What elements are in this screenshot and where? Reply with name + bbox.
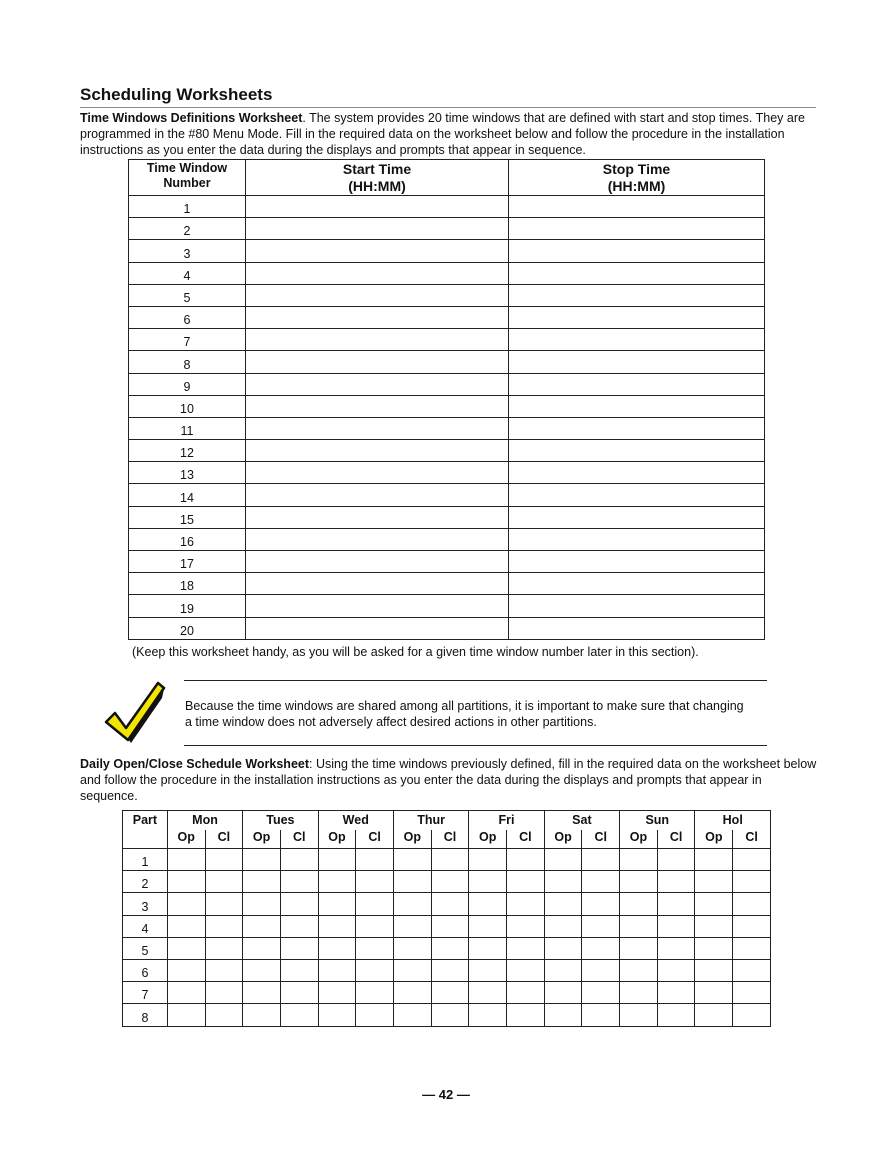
close-cell[interactable] [657, 959, 695, 981]
close-cell[interactable] [431, 937, 469, 959]
time-window-number: 2 [129, 218, 246, 240]
close-cell[interactable] [507, 1004, 545, 1026]
start-time-cell[interactable] [246, 528, 509, 550]
open-cell[interactable] [393, 1004, 431, 1026]
table-row [129, 551, 765, 573]
start-time-header-line2: (HH:MM) [348, 178, 406, 194]
time-window-number: 6 [129, 306, 246, 328]
start-time-cell[interactable] [246, 551, 509, 573]
part-number: 5 [123, 937, 168, 959]
stop-time-cell[interactable] [509, 462, 765, 484]
close-cell[interactable] [205, 915, 243, 937]
open-cell[interactable] [318, 937, 356, 959]
open-cell[interactable] [544, 982, 582, 1004]
start-time-cell[interactable] [246, 262, 509, 284]
close-cell[interactable] [280, 982, 318, 1004]
part-number: 8 [123, 1004, 168, 1026]
close-cell[interactable] [657, 893, 695, 915]
time-windows-intro-lead: Time Windows Definitions Worksheet [80, 111, 303, 125]
time-window-number-header [129, 160, 246, 196]
close-cell[interactable] [431, 915, 469, 937]
close-cell[interactable] [205, 1004, 243, 1026]
close-cell[interactable] [280, 959, 318, 981]
close-cell[interactable] [657, 871, 695, 893]
open-cell[interactable] [695, 915, 733, 937]
open-cell[interactable] [318, 982, 356, 1004]
time-window-number: 9 [129, 373, 246, 395]
open-cell[interactable] [318, 1004, 356, 1026]
close-cell[interactable] [582, 982, 620, 1004]
time-window-number: 18 [129, 573, 246, 595]
schedule-body [123, 849, 771, 1027]
part-number: 1 [123, 849, 168, 871]
checkmark-icon [102, 680, 168, 746]
table-row [129, 573, 765, 595]
open-cell[interactable] [469, 937, 507, 959]
close-cell[interactable] [733, 915, 771, 937]
open-cell[interactable] [469, 893, 507, 915]
stop-time-cell[interactable] [509, 484, 765, 506]
close-cell[interactable] [582, 849, 620, 871]
open-cell[interactable] [243, 959, 281, 981]
part-number: 2 [123, 871, 168, 893]
open-cell[interactable] [544, 915, 582, 937]
open-header: Op [243, 830, 281, 849]
open-cell[interactable] [393, 871, 431, 893]
stop-time-cell[interactable] [509, 373, 765, 395]
open-cell[interactable] [318, 871, 356, 893]
callout-text: Because the time windows are shared among all partitions, it is important to make sure that changing a time window does not adversely affect desired actions in other partitions. [185, 699, 744, 729]
open-cell[interactable] [544, 871, 582, 893]
time-window-number: 15 [129, 506, 246, 528]
start-time-cell[interactable] [246, 284, 509, 306]
part-number: 6 [123, 959, 168, 981]
open-cell[interactable] [695, 1004, 733, 1026]
stop-time-cell[interactable] [509, 595, 765, 617]
time-windows-body [129, 196, 765, 640]
open-cell[interactable] [167, 871, 205, 893]
stop-time-cell[interactable] [509, 218, 765, 240]
close-cell[interactable] [582, 893, 620, 915]
part-number: 3 [123, 893, 168, 915]
open-cell[interactable] [243, 893, 281, 915]
open-cell[interactable] [469, 871, 507, 893]
time-window-number: 13 [129, 462, 246, 484]
table-row [123, 849, 771, 871]
stop-time-header-line1: Stop Time [602, 161, 671, 177]
close-cell[interactable] [431, 1004, 469, 1026]
table-row [129, 595, 765, 617]
time-window-number: 17 [129, 551, 246, 573]
day-header: Thur [393, 811, 468, 830]
start-time-cell[interactable] [246, 484, 509, 506]
open-cell[interactable] [544, 1004, 582, 1026]
open-cell[interactable] [620, 982, 658, 1004]
day-header: Sun [620, 811, 695, 830]
day-header: Wed [318, 811, 393, 830]
open-cell[interactable] [243, 871, 281, 893]
schedule-intro-lead: Daily Open/Close Schedule Worksheet [80, 757, 310, 771]
open-cell[interactable] [695, 982, 733, 1004]
table-row [123, 1004, 771, 1026]
stop-time-cell[interactable] [509, 417, 765, 439]
stop-time-cell[interactable] [509, 351, 765, 373]
schedule-intro [80, 756, 820, 804]
part-header: Part [123, 811, 168, 849]
time-window-number: 20 [129, 617, 246, 639]
open-header: Op [318, 830, 356, 849]
open-header: Op [469, 830, 507, 849]
stop-time-cell[interactable] [509, 440, 765, 462]
table-row [123, 959, 771, 981]
close-cell[interactable] [733, 982, 771, 1004]
open-cell[interactable] [318, 849, 356, 871]
open-cell[interactable] [469, 849, 507, 871]
open-cell[interactable] [393, 893, 431, 915]
table-row [129, 351, 765, 373]
open-cell[interactable] [620, 849, 658, 871]
day-header: Fri [469, 811, 544, 830]
close-cell[interactable] [280, 893, 318, 915]
close-cell[interactable] [507, 893, 545, 915]
open-cell[interactable] [393, 915, 431, 937]
open-close-schedule-table [122, 810, 771, 1027]
stop-time-header-line2: (HH:MM) [607, 178, 666, 194]
close-cell[interactable] [280, 937, 318, 959]
close-cell[interactable] [431, 982, 469, 1004]
close-header: Cl [431, 830, 469, 849]
open-cell[interactable] [318, 959, 356, 981]
close-cell[interactable] [507, 849, 545, 871]
close-cell[interactable] [431, 871, 469, 893]
start-time-cell[interactable] [246, 306, 509, 328]
close-cell[interactable] [733, 959, 771, 981]
time-window-number: 10 [129, 395, 246, 417]
start-time-cell[interactable] [246, 329, 509, 351]
time-window-number-header-line2: Number [163, 176, 211, 190]
time-window-number: 11 [129, 417, 246, 439]
time-window-number: 19 [129, 595, 246, 617]
close-cell[interactable] [356, 982, 394, 1004]
table-row [123, 871, 771, 893]
day-header: Tues [243, 811, 318, 830]
open-cell[interactable] [695, 959, 733, 981]
close-cell[interactable] [657, 1004, 695, 1026]
close-cell[interactable] [431, 849, 469, 871]
close-cell[interactable] [356, 849, 394, 871]
start-time-cell[interactable] [246, 462, 509, 484]
open-cell[interactable] [243, 937, 281, 959]
close-cell[interactable] [356, 915, 394, 937]
table-row [129, 617, 765, 639]
open-cell[interactable] [469, 959, 507, 981]
close-cell[interactable] [507, 871, 545, 893]
open-cell[interactable] [620, 893, 658, 915]
time-windows-intro [80, 110, 820, 158]
close-cell[interactable] [507, 915, 545, 937]
stop-time-cell[interactable] [509, 196, 765, 218]
page-heading: Scheduling Worksheets [80, 85, 816, 108]
stop-time-cell[interactable] [509, 395, 765, 417]
open-header: Op [695, 830, 733, 849]
close-cell[interactable] [431, 893, 469, 915]
close-cell[interactable] [507, 937, 545, 959]
stop-time-cell[interactable] [509, 573, 765, 595]
stop-time-cell[interactable] [509, 262, 765, 284]
close-cell[interactable] [582, 915, 620, 937]
close-cell[interactable] [205, 893, 243, 915]
open-cell[interactable] [243, 915, 281, 937]
close-cell[interactable] [733, 1004, 771, 1026]
close-cell[interactable] [733, 893, 771, 915]
close-header: Cl [205, 830, 243, 849]
callout-bottom-rule [184, 745, 767, 746]
close-cell[interactable] [356, 1004, 394, 1026]
time-window-number: 14 [129, 484, 246, 506]
table-row [129, 262, 765, 284]
open-cell[interactable] [544, 893, 582, 915]
open-header: Op [544, 830, 582, 849]
open-cell[interactable] [243, 1004, 281, 1026]
open-cell[interactable] [167, 959, 205, 981]
start-time-cell[interactable] [246, 417, 509, 439]
open-cell[interactable] [393, 849, 431, 871]
table-row [129, 506, 765, 528]
open-cell[interactable] [620, 915, 658, 937]
close-cell[interactable] [582, 937, 620, 959]
part-number: 4 [123, 915, 168, 937]
open-cell[interactable] [167, 982, 205, 1004]
open-cell[interactable] [469, 915, 507, 937]
open-cell[interactable] [243, 982, 281, 1004]
open-cell[interactable] [544, 959, 582, 981]
close-cell[interactable] [431, 959, 469, 981]
day-header: Sat [544, 811, 619, 830]
schedule-day-header-row [123, 811, 771, 830]
start-time-cell[interactable] [246, 506, 509, 528]
table-row [123, 893, 771, 915]
time-window-number: 7 [129, 329, 246, 351]
open-cell[interactable] [620, 1004, 658, 1026]
open-cell[interactable] [167, 893, 205, 915]
table-row [129, 395, 765, 417]
table-row [129, 373, 765, 395]
table-row [129, 462, 765, 484]
stop-time-cell[interactable] [509, 329, 765, 351]
open-cell[interactable] [167, 915, 205, 937]
open-header: Op [620, 830, 658, 849]
day-header: Hol [695, 811, 771, 830]
start-time-header-line1: Start Time [342, 161, 412, 177]
close-cell[interactable] [582, 1004, 620, 1026]
open-cell[interactable] [544, 937, 582, 959]
open-cell[interactable] [620, 937, 658, 959]
part-number: 7 [123, 982, 168, 1004]
close-cell[interactable] [280, 1004, 318, 1026]
open-cell[interactable] [243, 849, 281, 871]
close-header: Cl [507, 830, 545, 849]
start-time-cell[interactable] [246, 395, 509, 417]
table-row [123, 937, 771, 959]
start-time-header [246, 160, 509, 196]
stop-time-cell[interactable] [509, 551, 765, 573]
time-window-number: 16 [129, 528, 246, 550]
open-cell[interactable] [318, 893, 356, 915]
close-cell[interactable] [657, 937, 695, 959]
stop-time-cell[interactable] [509, 617, 765, 639]
open-cell[interactable] [695, 893, 733, 915]
time-window-number-header-line1: Time Window [146, 161, 228, 175]
close-cell[interactable] [356, 893, 394, 915]
open-cell[interactable] [620, 959, 658, 981]
close-cell[interactable] [356, 871, 394, 893]
day-header: Mon [167, 811, 242, 830]
table-row [123, 915, 771, 937]
time-window-number: 1 [129, 196, 246, 218]
start-time-cell[interactable] [246, 218, 509, 240]
keep-worksheet-note: (Keep this worksheet handy, as you will be asked for a given time window number later in this section). [132, 645, 699, 659]
page-number: — 42 — [422, 1087, 470, 1102]
open-cell[interactable] [393, 982, 431, 1004]
open-cell[interactable] [695, 871, 733, 893]
start-time-cell[interactable] [246, 573, 509, 595]
start-time-cell[interactable] [246, 373, 509, 395]
table-row [129, 528, 765, 550]
stop-time-header [509, 160, 765, 196]
open-cell[interactable] [318, 915, 356, 937]
close-cell[interactable] [733, 849, 771, 871]
close-cell[interactable] [657, 982, 695, 1004]
open-cell[interactable] [393, 937, 431, 959]
open-cell[interactable] [167, 937, 205, 959]
open-cell[interactable] [167, 1004, 205, 1026]
close-cell[interactable] [356, 959, 394, 981]
time-window-number: 5 [129, 284, 246, 306]
table-row [129, 306, 765, 328]
start-time-cell[interactable] [246, 440, 509, 462]
table-row [129, 484, 765, 506]
close-cell[interactable] [582, 871, 620, 893]
table-row [129, 417, 765, 439]
time-windows-worksheet-table [128, 159, 765, 640]
table-row [129, 329, 765, 351]
start-time-cell[interactable] [246, 351, 509, 373]
close-cell[interactable] [280, 849, 318, 871]
close-cell[interactable] [507, 959, 545, 981]
open-cell[interactable] [544, 849, 582, 871]
close-cell[interactable] [733, 937, 771, 959]
open-cell[interactable] [695, 849, 733, 871]
close-cell[interactable] [205, 937, 243, 959]
time-window-number: 4 [129, 262, 246, 284]
close-cell[interactable] [205, 959, 243, 981]
start-time-cell[interactable] [246, 617, 509, 639]
table-row [129, 240, 765, 262]
close-cell[interactable] [205, 849, 243, 871]
schedule-opcl-header-row [123, 830, 771, 849]
close-cell[interactable] [582, 959, 620, 981]
open-header: Op [167, 830, 205, 849]
close-cell[interactable] [280, 915, 318, 937]
close-cell[interactable] [657, 849, 695, 871]
open-header: Op [393, 830, 431, 849]
stop-time-cell[interactable] [509, 506, 765, 528]
callout-top-rule [184, 680, 767, 681]
open-cell[interactable] [620, 871, 658, 893]
close-cell[interactable] [657, 915, 695, 937]
open-cell[interactable] [695, 937, 733, 959]
table-row [123, 982, 771, 1004]
close-cell[interactable] [205, 871, 243, 893]
table-row [129, 196, 765, 218]
close-header: Cl [356, 830, 394, 849]
open-cell[interactable] [469, 1004, 507, 1026]
schedule-intro-body: : Using the time windows previously defined, fill in the required data on the worksheet below and follow the procedure in the installation instructions as you enter the data during the displays and prompts that appear in sequence. [80, 757, 817, 803]
time-window-number: 12 [129, 440, 246, 462]
close-header: Cl [657, 830, 695, 849]
open-cell[interactable] [167, 849, 205, 871]
table-row [129, 284, 765, 306]
time-windows-header-row [129, 160, 765, 196]
close-header: Cl [280, 830, 318, 849]
close-cell[interactable] [280, 871, 318, 893]
stop-time-cell[interactable] [509, 528, 765, 550]
close-header: Cl [582, 830, 620, 849]
open-cell[interactable] [393, 959, 431, 981]
time-windows-intro-body: . The system provides 20 time windows that are defined with start and stop times. They are programmed in the #80 Menu Mode. Fill in the required data on the worksheet below and follow the procedure in the installation instructions as you enter the data during the displays and prompts that appear in sequence. [80, 111, 805, 157]
time-window-number: 3 [129, 240, 246, 262]
close-cell[interactable] [507, 982, 545, 1004]
close-cell[interactable] [356, 937, 394, 959]
stop-time-cell[interactable] [509, 306, 765, 328]
time-window-number: 8 [129, 351, 246, 373]
stop-time-cell[interactable] [509, 240, 765, 262]
start-time-cell[interactable] [246, 196, 509, 218]
close-cell[interactable] [733, 871, 771, 893]
table-row [129, 440, 765, 462]
stop-time-cell[interactable] [509, 284, 765, 306]
table-row [129, 218, 765, 240]
start-time-cell[interactable] [246, 595, 509, 617]
close-header: Cl [733, 830, 771, 849]
open-cell[interactable] [469, 982, 507, 1004]
close-cell[interactable] [205, 982, 243, 1004]
start-time-cell[interactable] [246, 240, 509, 262]
